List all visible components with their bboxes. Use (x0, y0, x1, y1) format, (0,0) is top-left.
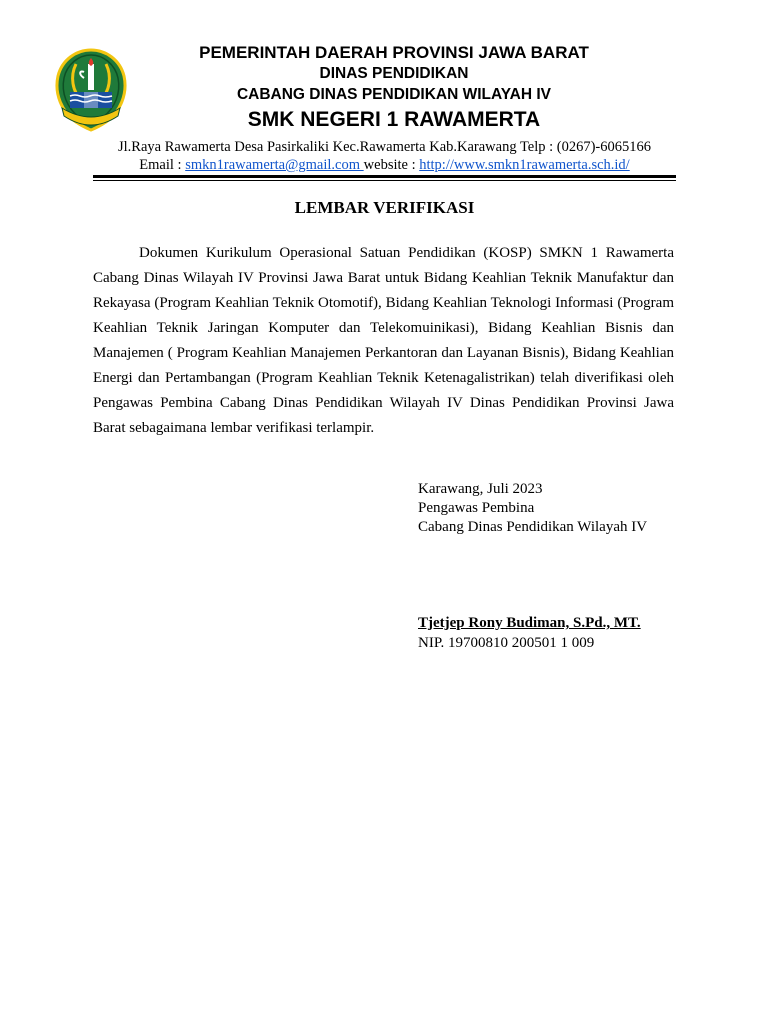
signature-office: Cabang Dinas Pendidikan Wilayah IV (418, 519, 648, 535)
header-rule-thin (93, 180, 676, 181)
email-label: Email : (139, 157, 186, 173)
signatory-name: Tjetjep Rony Budiman, S.Pd., MT. (418, 615, 641, 631)
letterhead-school-name: SMK NEGERI 1 RAWAMERTA (247, 108, 541, 131)
west-java-emblem-icon (54, 48, 128, 132)
website-link[interactable]: http://www.smkn1rawamerta.sch.id/ (419, 157, 630, 173)
email-link[interactable]: smkn1rawamerta@gmail.com (185, 157, 364, 173)
signatory-nip: NIP. 19700810 200501 1 009 (418, 635, 595, 651)
letterhead-government: PEMERINTAH DAERAH PROVINSI JAWA BARAT (199, 43, 589, 62)
website-label: website : (363, 157, 420, 173)
signature-role: Pengawas Pembina (418, 500, 535, 516)
signature-place-date: Karawang, Juli 2023 (418, 481, 543, 497)
letterhead-department: DINAS PENDIDIKAN (319, 65, 469, 82)
contact-line (94, 156, 675, 174)
header-rule-thick (93, 175, 676, 178)
letterhead-branch: CABANG DINAS PENDIDIKAN WILAYAH IV (236, 86, 552, 103)
school-address: Jl.Raya Rawamerta Desa Pasirkaliki Kec.Rawamerta Kab.Karawang Telp : (0267)-6065166 (117, 139, 652, 155)
document-body: Dokumen Kurikulum Operasional Satuan Pendidikan (KOSP) SMKN 1 Rawamerta Cabang Dinas Wilayah IV Provinsi Jawa Barat untuk Bidang Keahlian Teknik Manufaktur dan Rekayasa (Program Keahlian Teknik Otomotif), Bidang Keahlian Teknologi Informasi (Program Keahlian Teknik Jaringan Komputer dan Telekomuinikasi), Bidang Keahlian Bisnis dan Manajemen ( Program Keahlian Manajemen Perkantoran dan Layanan Bisnis), Bidang Keahlian Energi dan Pertambangan (Program Keahlian Teknik Ketenagalistrikan) telah diverifikasi oleh Pengawas Pembina Cabang Dinas Pendidikan Wilayah IV Dinas Pendidikan Provinsi Jawa Barat sebagaimana lembar verifikasi terlampir. (93, 245, 674, 436)
document-title: LEMBAR VERIFIKASI (294, 198, 475, 217)
letterhead (140, 42, 648, 134)
